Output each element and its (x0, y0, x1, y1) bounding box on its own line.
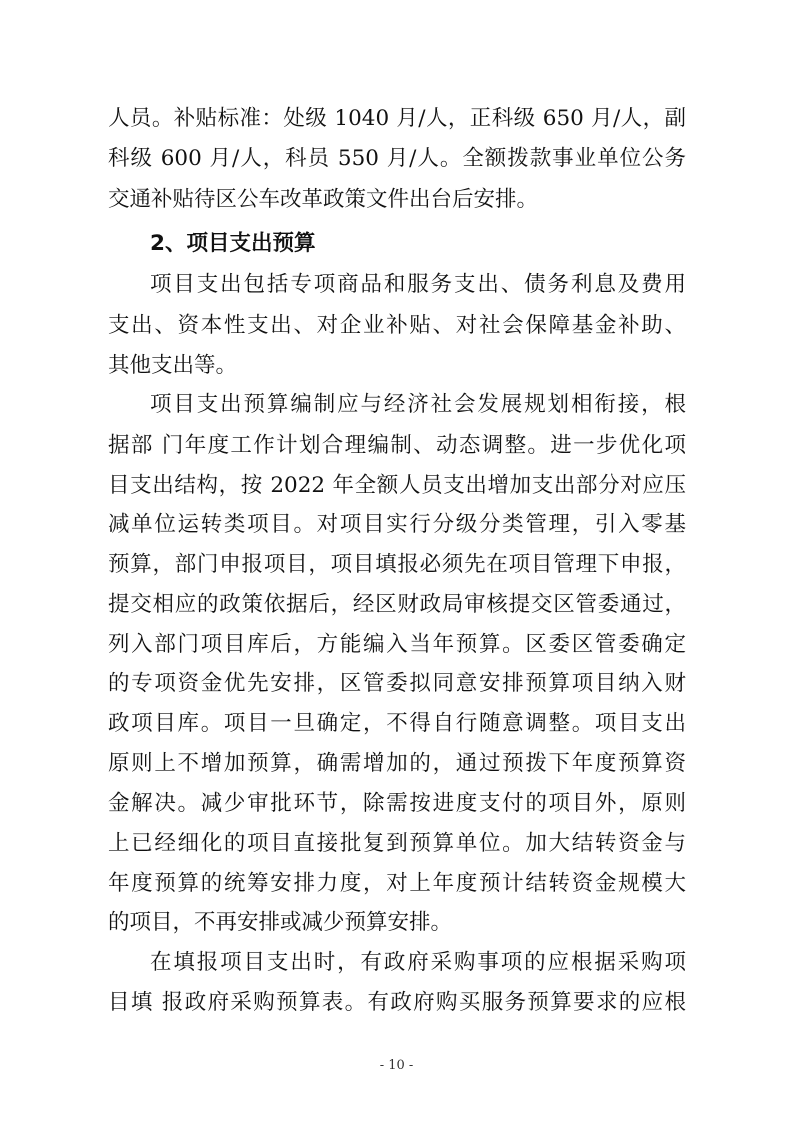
body-text-line: 其他支出等。 (108, 353, 238, 378)
body-text-line: 项目支出预算编制应与经济社会发展规划相衔接，根 (150, 392, 686, 417)
body-text-line: 金解决。减少审批环节，除需按进度支付的项目外，原则 (108, 791, 686, 816)
section-heading: 2、项目支出预算 (150, 231, 316, 256)
body-text-line: 提交相应的政策依据后，经区财政局审核提交区管委通过， (108, 592, 686, 617)
body-text-line: 年度预算的统筹安排力度，对上年度预计结转资金规模大 (108, 871, 686, 896)
body-text-line: 的专项资金优先安排，区管委拟同意安排预算项目纳入财 (108, 671, 686, 696)
body-text-line: 科级 600 月/人，科员 550 月/人。全额拨款事业单位公务 (108, 146, 686, 171)
body-text-line: 支出、资本性支出、对企业补贴、对社会保障基金补助、 (108, 313, 686, 338)
body-text-line: 政项目库。项目一旦确定，不得自行随意调整。项目支出 (108, 711, 686, 736)
body-text-line: 项目支出包括专项商品和服务支出、债务利息及费用 (150, 272, 686, 297)
body-text-line: 减单位运转类项目。对项目实行分级分类管理，引入零基 (108, 512, 686, 537)
body-text-line: 交通补贴待区公车改革政策文件出台后安排。 (108, 187, 539, 212)
body-text-line: 的项目，不再安排或减少预算安排。 (108, 910, 453, 935)
body-text-line: 上已经细化的项目直接批复到预算单位。加大结转资金与 (108, 831, 686, 856)
page-number: - 10 - (379, 1058, 414, 1073)
body-text-line: 列入部门项目库后，方能编入当年预算。区委区管委确定 (108, 632, 686, 657)
body-text-line: 在填报项目支出时，有政府采购事项的应根据采购项 (150, 950, 686, 975)
body-text-line: 预算，部门申报项目，项目填报必须先在项目管理下申报， (108, 552, 686, 577)
body-text-line: 原则上不增加预算，确需增加的，通过预拨下年度预算资 (108, 751, 686, 776)
body-text-line: 目填 报政府采购预算表。有政府购买服务预算要求的应根 (108, 990, 686, 1015)
body-text-line: 目支出结构，按 2022 年全额人员支出增加支出部分对应压 (108, 473, 686, 498)
body-text-line: 据部 门年度工作计划合理编制、动态调整。进一步优化项 (108, 433, 686, 458)
body-text-line: 人员。补贴标准：处级 1040 月/人，正科级 650 月/人，副 (108, 106, 686, 131)
